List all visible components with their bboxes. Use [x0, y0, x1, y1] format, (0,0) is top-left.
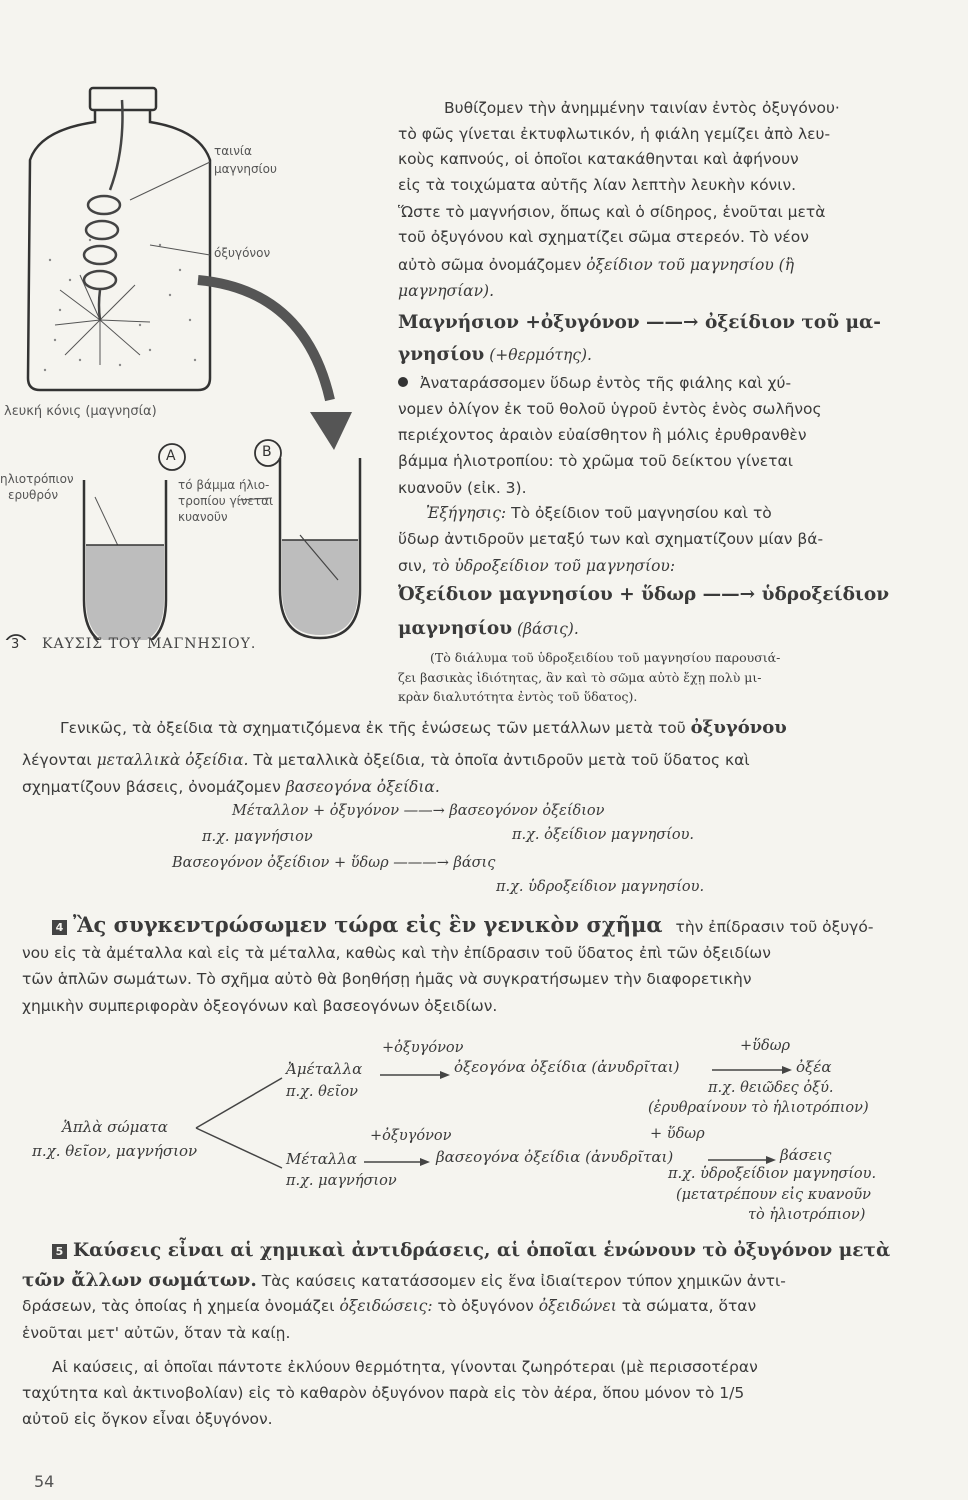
- label-tape: ταινία: [214, 144, 252, 158]
- section-5-heading-1: Καύσεις εἶναι αἱ χημικαὶ ἀντιδράσεις, αἱ ὁποῖαι ἑνώνουν τὸ ὀξυγόνον μετὰ: [73, 1240, 891, 1261]
- section-4-line-2: νου εἰς τὰ ἀμέταλλα καὶ εἰς τὰ μέταλλα, καθὼς καὶ τὴν ἐπίδρασιν τοῦ ὕδατος ἐπὶ τῶν ὀξειδίων: [22, 944, 771, 962]
- note-line-1: (Τὸ διάλυμα τοῦ ὑδροξειδίου τοῦ μαγνησίου παρουσιά-: [430, 650, 781, 665]
- bullet-icon: [398, 377, 408, 387]
- test-tube-b: [280, 458, 360, 638]
- right-line-2: τὸ φῶς γίνεται ἐκτυφλωτικόν, ἡ φιάλη γεμίζει ἀπὸ λευ-: [398, 125, 831, 143]
- label-dye-1: τό βάμμα ήλιο-: [178, 478, 270, 492]
- magnesium-ribbon: [84, 100, 123, 320]
- scheme-base-note-1: (μετατρέπουν εἰς κυανοῦν: [676, 1187, 871, 1203]
- right-line-3: κοὺς καπνούς, οἱ ὁποῖοι κατακάθηνται καὶ ἀφήνουν: [398, 150, 799, 168]
- general-scheme-2b: π.χ. ὀξείδιον μαγνησίου.: [512, 827, 695, 843]
- label-oxygen: όξυγόνον: [214, 246, 271, 260]
- oxygen-jar: [28, 88, 210, 390]
- equation-2a: Ὀξείδιον μαγνησίου + ὕδωρ ——→ ὑδροξείδιον: [398, 584, 890, 605]
- paragraph-2-line-5: κυανοῦν (εἰκ. 3).: [398, 479, 527, 497]
- label-dye-3: κυανοῦν: [178, 510, 228, 524]
- scheme-acidic-oxides: ὀξεογόνα ὀξείδια (ἀνυδρῖται): [454, 1058, 680, 1076]
- label-litmus-red: ερυθρόν: [8, 488, 59, 502]
- section-4-line-4: χημικὴν συμπεριφορὰν ὀξεογόνων καὶ βασεογόνων ὀξειδίων.: [22, 997, 498, 1015]
- scheme-root: Ἁπλὰ σώματα: [62, 1118, 168, 1136]
- note-line-2: ζει βασικὰς ἰδιότητας, ἂν καὶ τὸ σῶμα αὐτὸ ἔχῃ πολὺ μι-: [398, 670, 762, 685]
- section-5-para2-line-1: Αἱ καύσεις, αἱ ὁποῖαι πάντοτε ἐκλύουν θερμότητα, γίνονται ζωηρότεραι (μὲ περισσοτέραν: [52, 1358, 758, 1376]
- right-line-1: Βυθίζομεν τὴν ἀνημμένην ταινίαν ἐντὸς ὀξυγόνου·: [444, 99, 840, 117]
- explanation-3a: σιν,: [398, 557, 432, 575]
- equation-1b-line: [398, 344, 592, 365]
- scheme-bases: βάσεις: [780, 1146, 832, 1164]
- label-tape-2: μαγνησίου: [214, 162, 277, 176]
- general-2a: λέγονται: [22, 751, 97, 769]
- scheme-root-example: π.χ. θεῖον, μαγνήσιον: [32, 1142, 198, 1160]
- section-5-line-3: ἑνοῦται μετ' αὐτῶν, ὅταν τὰ καίῃ.: [22, 1324, 291, 1342]
- general-line-3: [22, 778, 440, 796]
- test-tube-a: [84, 480, 166, 640]
- transfer-arrow: [198, 280, 330, 400]
- label-litmus: ηλιοτρόπιον: [0, 472, 74, 486]
- scheme-basic-oxides: βασεογόνα ὀξείδια (ἀνυδρῖται): [436, 1148, 674, 1166]
- scheme-acid-example: π.χ. θειῶδες ὀξύ.: [708, 1080, 834, 1096]
- scheme-water-2: + ὕδωρ: [650, 1126, 705, 1142]
- section-4-line-1: τὴν ἐπίδρασιν τοῦ ὀξυγό-: [675, 918, 874, 936]
- term-hydroxide: τὸ ὑδροξείδιον τοῦ μαγνησίου:: [431, 557, 676, 575]
- white-dust: [44, 239, 196, 371]
- general-line-2: [22, 751, 750, 769]
- right-line-8: μαγνησίαν).: [398, 282, 495, 300]
- scheme-oxygen-1: +ὀξυγόνον: [382, 1040, 464, 1056]
- section-5-heading-line: [52, 1240, 890, 1261]
- section-5-para2-line-3: αὐτοῦ εἰς ὄγκον εἶναι ὀξυγόνον.: [22, 1410, 273, 1428]
- section-5-line-2: [22, 1297, 756, 1315]
- section-5-line-1: [22, 1270, 786, 1291]
- section-4-heading-line: [52, 912, 873, 937]
- equation-1a: Μαγνήσιον +ὀξυγόνον ——→ ὀξείδιον τοῦ μα-: [398, 312, 881, 333]
- term-basic-oxides: βασεογόνα ὀξείδια.: [285, 778, 440, 796]
- arrow-head: [310, 412, 352, 450]
- section-4-heading: Ἂς συγκεντρώσωμεν τώρα εἰς ἓν γενικὸν σχῆμα: [73, 912, 663, 937]
- paragraph-2-line-1: [398, 374, 791, 392]
- general-line-1: [60, 717, 787, 738]
- term-magnesium-oxide: ὀξείδιον τοῦ μαγνησίου (ἢ: [586, 256, 794, 274]
- right-line-7: [398, 256, 794, 274]
- general-scheme-1: Μέταλλον + ὀξυγόνον ——→ βασεογόνον ὀξείδιον: [232, 803, 605, 819]
- paragraph-2-line-2: νομεν ὀλίγον ἐκ τοῦ θολοῦ ὑγροῦ ἐντὸς ἑνὸς σωλῆνος: [398, 400, 822, 418]
- label-dye-2: τροπίου γίνεται: [178, 494, 274, 508]
- general-scheme-3: Βασεογόνον ὀξείδιον + ὕδωρ ———→ βάσις: [172, 855, 496, 871]
- p2-text-1: Ἀναταράσσομεν ὕδωρ ἐντὸς τῆς φιάλης καὶ χύ-: [420, 374, 792, 392]
- scheme-water-1: +ὕδωρ: [740, 1038, 791, 1054]
- general-scheme-4: π.χ. ὑδροξείδιον μαγνησίου.: [496, 879, 705, 895]
- scheme-nonmetals-example: π.χ. θεῖον: [286, 1084, 358, 1100]
- scheme-oxygen-2: +ὀξυγόνον: [370, 1128, 452, 1144]
- section-5-2e: τὰ σώματα, ὅταν: [616, 1297, 757, 1315]
- paragraph-2-line-4: βάμμα ἡλιοτροπίου: τὸ χρῶμα τοῦ δείκτου γίνεται: [398, 452, 793, 470]
- section-4-line-3: τῶν ἁπλῶν σωμάτων. Τὸ σχῆμα αὐτὸ θὰ βοηθήσῃ ἡμᾶς νὰ συγκρατήσωμεν τὴν διαφορετικὴν: [22, 970, 752, 988]
- equation-2c: (βάσις).: [516, 620, 579, 638]
- section-4-number: 4: [52, 920, 67, 935]
- equation-1b: γνησίου: [398, 344, 485, 365]
- figure-caption: ΚΑΥΣΙΣ ΤΟΥ ΜΑΓΝΗΣΙΟΥ.: [42, 636, 257, 652]
- equation-2b: μαγνησίου: [398, 618, 513, 639]
- scheme-nonmetals: Ἀμέταλλα: [286, 1060, 363, 1078]
- section-5-text-1: Τὰς καύσεις κατατάσσομεν εἰς ἕνα ἰδιαίτερον τύπον χημικῶν ἀντι-: [261, 1272, 786, 1290]
- term-oxidizes: ὀξειδώνει: [538, 1297, 617, 1315]
- right-line-4: εἰς τὰ τοιχώματα αὐτῆς λίαν λεπτὴν λευκὴν κόνιν.: [398, 176, 797, 194]
- section-5-2a: δράσεων, τὰς ὁποίας ἡ χημεία ὀνομάζει: [22, 1297, 340, 1315]
- equation-2b-line: [398, 618, 579, 639]
- scheme-base-note-2: τὸ ἡλιοτρόπιον): [748, 1207, 866, 1223]
- general-scheme-2a: π.χ. μαγνήσιον: [202, 829, 313, 845]
- section-5-para2-line-2: ταχύτητα καὶ ἀκτινοβολίαν) εἰς τὸ καθαρὸν ὀξυγόνον παρὰ εἰς τὸν ἀέρα, ὅπου μόνον τὸ 1/5: [22, 1384, 745, 1402]
- explanation-line-2: ὕδωρ ἀντιδροῦν μεταξύ των καὶ σχηματίζουν μίαν βά-: [398, 530, 824, 548]
- note-line-3: κρὰν διαλυτότητα ἐντὸς τοῦ ὕδατος).: [398, 689, 638, 704]
- explanation-line-1: [426, 504, 772, 522]
- general-1a: Γενικῶς, τὰ ὀξείδια τὰ σχηματιζόμενα ἐκ τῆς ἑνώσεως τῶν μετάλλων μετὰ τοῦ: [60, 719, 686, 737]
- paragraph-2-line-3: περιέχοντος ἀραιὸν εὐαίσθητον ἢ μόλις ἐρυθρανθὲν: [398, 426, 807, 444]
- explanation-label: Ἐξήγησις:: [426, 504, 507, 522]
- explanation-line-3: [398, 557, 675, 575]
- general-2c: Τὰ μεταλλικὰ ὀξείδια, τὰ ὁποῖα ἀντιδροῦν μετὰ τοῦ ὕδατος καὶ: [248, 751, 750, 769]
- right-line-5: Ὥστε τὸ μαγνήσιον, ὅπως καὶ ὁ σίδηρος, ἑνοῦται μετὰ: [398, 203, 826, 221]
- tube-a-letter: A: [166, 448, 176, 464]
- section-5-2c: τὸ ὀξυγόνον: [432, 1297, 539, 1315]
- explanation-text: Τὸ ὀξείδιον τοῦ μαγνησίου καὶ τὸ: [511, 504, 772, 522]
- scheme-metals: Μέταλλα: [286, 1150, 357, 1168]
- right-line-6: τοῦ ὀξυγόνου καὶ σχηματίζει σῶμα στερεόν. Τὸ νέον: [398, 228, 809, 246]
- general-1b: ὀξυγόνου: [690, 717, 787, 738]
- scheme-acid-note: (ἐρυθραίνουν τὸ ἡλιοτρόπιον): [648, 1100, 869, 1116]
- section-5-number: 5: [52, 1244, 67, 1259]
- combustion-figure: [0, 40, 395, 640]
- scheme-metals-example: π.χ. μαγνήσιον: [286, 1173, 397, 1189]
- section-5-heading-2: τῶν ἄλλων σωμάτων.: [22, 1270, 257, 1291]
- scheme-base-example: π.χ. ὑδροξείδιον μαγνησίου.: [668, 1166, 877, 1182]
- right-line-7a: αὐτὸ σῶμα ὀνομάζομεν: [398, 256, 582, 274]
- page-number: 54: [34, 1472, 55, 1491]
- label-white-dust: λευκή κόνις (μαγνησία): [4, 404, 157, 419]
- general-3a: σχηματίζουν βάσεις, ὀνομάζομεν: [22, 778, 286, 796]
- term-metal-oxides: μεταλλικὰ ὀξείδια.: [96, 751, 249, 769]
- caption-number: 3: [11, 637, 20, 652]
- tube-b-letter: B: [262, 444, 272, 460]
- scheme-acids: ὀξέα: [796, 1058, 832, 1076]
- term-oxidations: ὀξειδώσεις:: [339, 1297, 433, 1315]
- equation-1c: (+θερμότης).: [489, 346, 592, 364]
